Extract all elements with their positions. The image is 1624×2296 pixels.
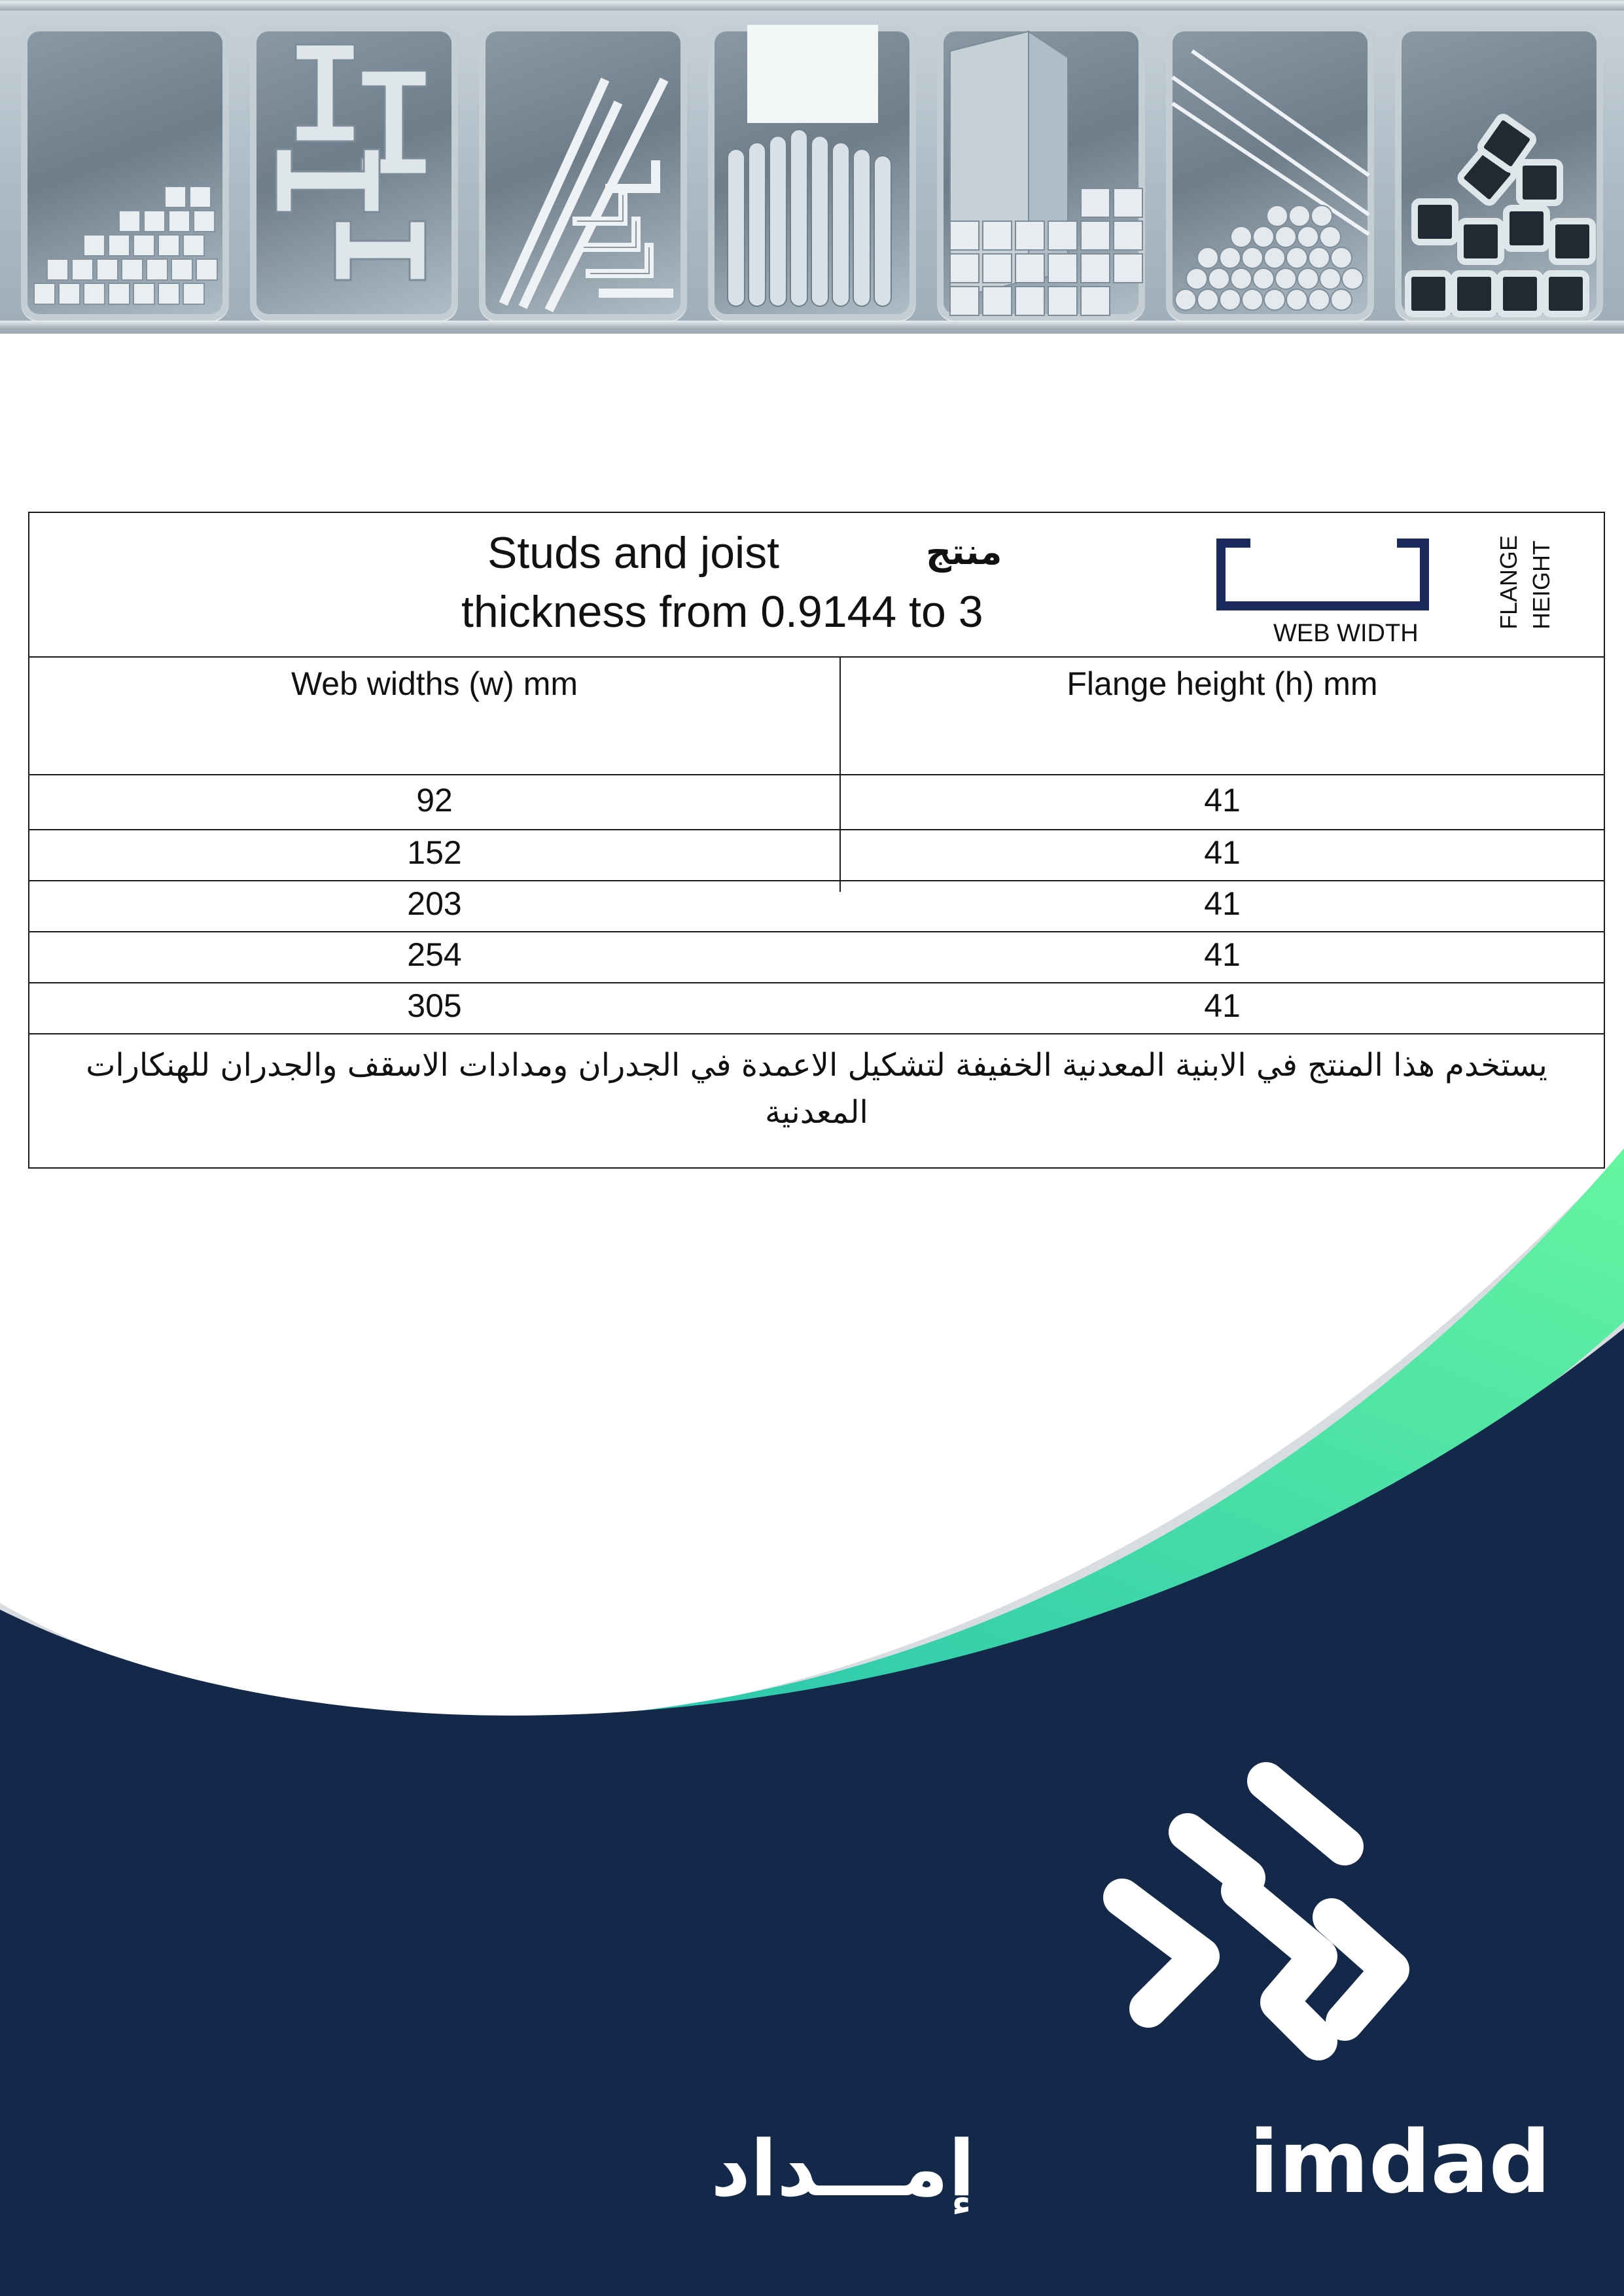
product-title-ar: منتج <box>926 531 1002 573</box>
height-label: HEIGHT <box>1528 540 1555 629</box>
angle-profiles-icon <box>479 25 687 321</box>
wordmark-ar: إمـــداد <box>711 2123 975 2214</box>
banner-top-rail <box>0 1 1624 10</box>
steel-products-banner <box>0 0 1624 334</box>
table-cell: 41 <box>1204 885 1241 922</box>
table-cell: 254 <box>407 936 462 973</box>
divider <box>29 829 1604 830</box>
round-bars-icon <box>1166 25 1374 321</box>
table-cell: 305 <box>407 987 462 1024</box>
square-bars-icon <box>21 25 229 321</box>
table-cell: 41 <box>1204 834 1241 871</box>
divider <box>29 880 1604 881</box>
divider <box>29 774 1604 775</box>
square-hollow-tubes-icon <box>1395 25 1603 321</box>
table-cell: 203 <box>407 885 462 922</box>
divider <box>29 656 1604 658</box>
spec-table <box>28 512 1605 1169</box>
banner-bottom-rail <box>0 321 1624 330</box>
table-cell: 41 <box>1204 936 1241 973</box>
divider <box>29 982 1604 983</box>
table-cell: 92 <box>416 782 453 819</box>
web-width-label: WEB WIDTH <box>1273 620 1419 647</box>
i-beams-icon <box>250 25 458 321</box>
table-cell: 41 <box>1204 782 1241 819</box>
usage-note: يستخدم هذا المنتج في الابنية المعدنية الخفيفة لتشكيل الاعمدة في الجدران ومدادات الاسقف والجدران للهنكارات المعدنية <box>86 1047 1547 1131</box>
thickness-range: thickness from 0.9144 to 3 <box>461 587 983 637</box>
header-flange-height: Flange height (h) mm <box>1067 665 1378 702</box>
table-cell: 152 <box>407 834 462 871</box>
square-tubes-bars-icon <box>937 25 1145 321</box>
wordmark-en: imdad <box>1249 2112 1551 2213</box>
rebar-icon <box>708 25 916 321</box>
flange-label: FLANGE <box>1495 535 1522 629</box>
product-title: Studs and joist <box>487 528 780 578</box>
imdad-wordmark <box>711 2104 1551 2215</box>
imdad-logo-mark <box>1083 1760 1436 2100</box>
c-profile-diagram <box>1185 517 1597 648</box>
header-web-width: Web widths (w) mm <box>291 665 578 702</box>
table-cell: 41 <box>1204 987 1241 1024</box>
divider <box>29 931 1604 932</box>
divider <box>29 1033 1604 1034</box>
